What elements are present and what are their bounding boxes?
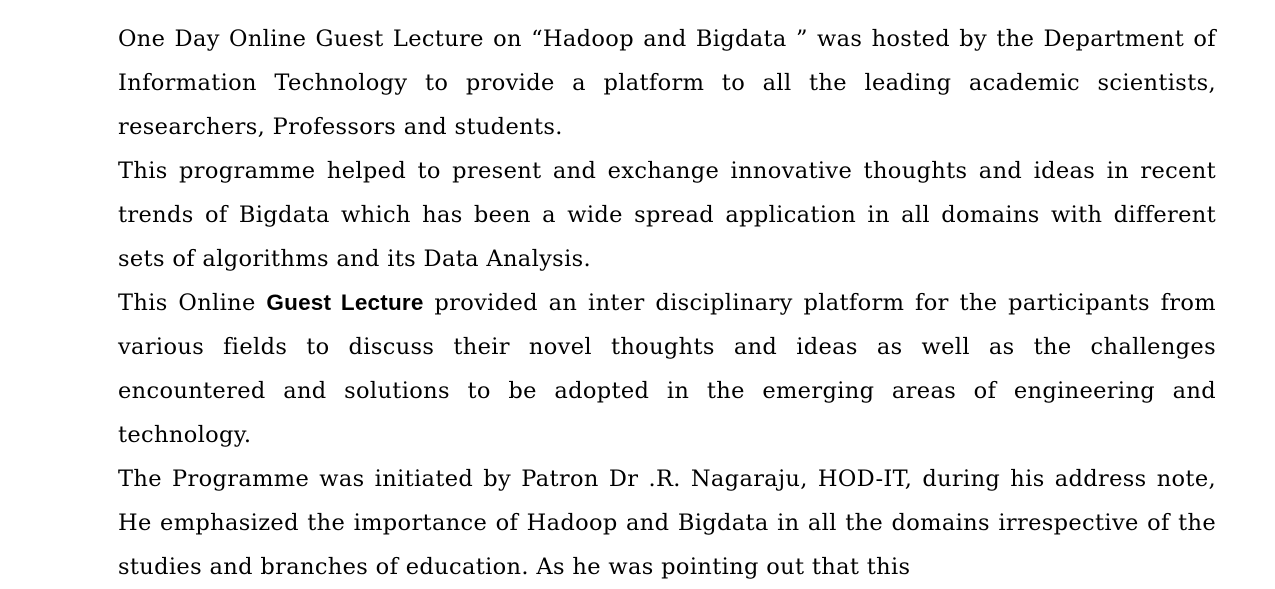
paragraph-programme-initiation: The Programme was initiated by Patron Dr .R. Nagaraju, HOD-IT, during his address note, He emphasized the importance of Hadoop and Bigdata in all the domains irrespective of the studies and branches of education. As he was pointing out that this bbox=[118, 466, 1216, 580]
guest-lecture-bold-text: Guest Lecture bbox=[266, 290, 424, 315]
paragraph-programme-purpose: This programme helped to present and exchange innovative thoughts and ideas in recent trends of Bigdata which has been a wide spread application in all domains with different sets of algorithms and its Data Analysis. bbox=[118, 158, 1216, 272]
paragraph-event-intro: One Day Online Guest Lecture on “Hadoop and Bigdata ” was hosted by the Department of Information Technology to provide a platform to all the leading academic scientists, researchers, Professors and students. bbox=[118, 26, 1216, 140]
paragraph-lead-text: This Online bbox=[118, 290, 267, 316]
document-body bbox=[118, 17, 1216, 589]
paragraph-trailing-text: provided an inter disciplinary platform for the participants from various fields to discuss their novel thoughts and ideas as well as the challenges encountered and solutions to be adopted in the emerging areas of engineering and technology. bbox=[118, 290, 1216, 448]
paragraph-guest-lecture-platform bbox=[118, 281, 1216, 457]
